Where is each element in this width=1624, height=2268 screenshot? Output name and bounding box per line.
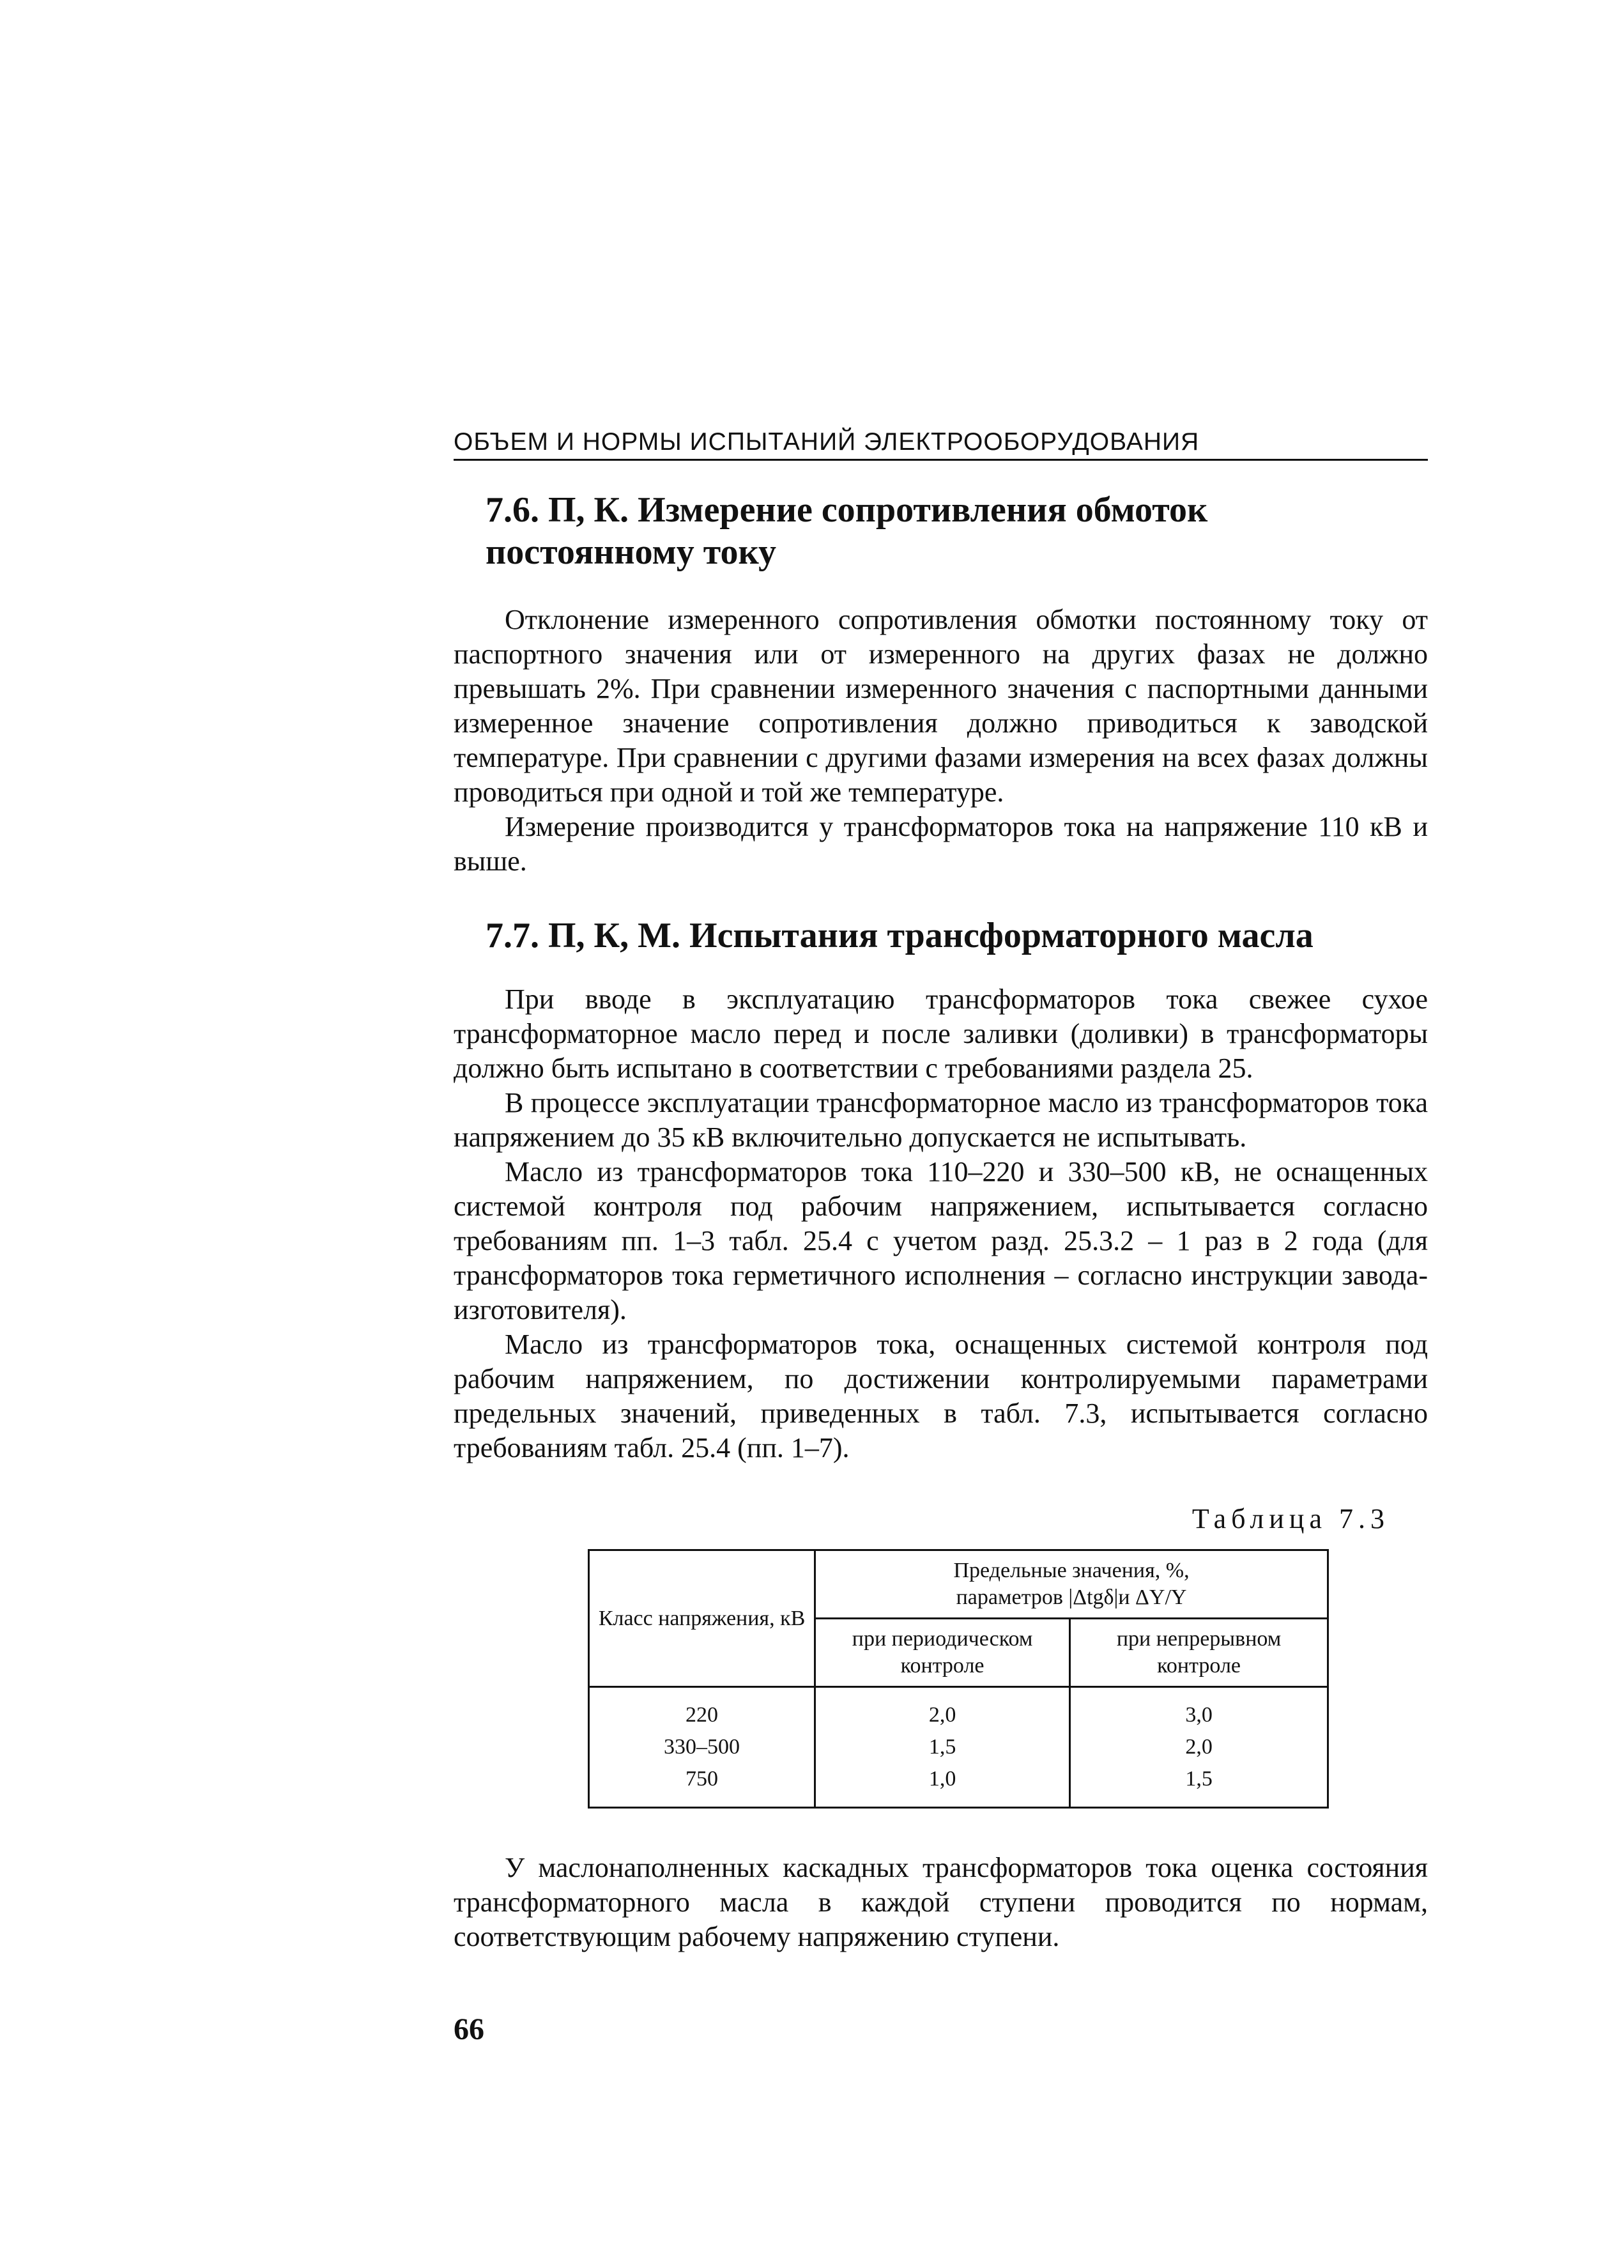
table-cell: 2,0 xyxy=(928,1703,956,1727)
periodic-values xyxy=(815,1687,1070,1808)
table-row xyxy=(589,1687,1328,1808)
section-7-6-title-line1: 7.6. П, К. Измерение сопротивления обмоток xyxy=(486,490,1208,530)
paragraph: Измерение производится у трансформаторов тока на напряжение 110 кВ и выше. xyxy=(454,811,1428,877)
limit-values-header-line2: параметров |Δtgδ|и ΔY/Y xyxy=(956,1585,1187,1609)
paragraph: Масло из трансформаторов тока 110–220 и 330–500 кВ, не оснащенных системой контроля под рабочим напряжением, испытывается согласно требованиям пп. 1–3 табл. 25.4 с учетом разд. 25.3.2 – 1 раз в 2 года (для трансформаторов тока герметичного исполнения – согласно инструкции завода-изготовителя). xyxy=(454,1156,1428,1325)
section-7-7-body xyxy=(454,982,1428,1465)
section-7-6-body xyxy=(454,603,1428,879)
table-cell: 220 xyxy=(686,1703,719,1727)
table-header-row xyxy=(589,1550,1328,1619)
running-header: ОБЪЕМ И НОРМЫ ИСПЫТАНИЙ ЭЛЕКТРООБОРУДОВАНИЯ xyxy=(454,428,1428,461)
limits-table xyxy=(588,1549,1329,1809)
closing-paragraph: У маслонаполненных каскадных трансформаторов тока оценка состояния трансформаторного масла в каждой ступени проводится по нормам, соответствующим рабочему напряжению ступени. xyxy=(454,1852,1428,1952)
section-7-7-title: 7.7. П, К, М. Испытания трансформаторного масла xyxy=(486,916,1314,955)
paragraph: Масло из трансформаторов тока, оснащенных системой контроля под рабочим напряжением, по достижении контролируемыми параметрами предельных значений, приведенных в табл. 7.3, испытывается согласно требованиям табл. 25.4 (пп. 1–7). xyxy=(454,1329,1428,1463)
continuous-values xyxy=(1070,1687,1328,1808)
limit-values-header xyxy=(815,1550,1328,1619)
paragraph: Отклонение измеренного сопротивления обмотки постоянному току от паспортного значения или от измеренного на других фазах не должно превышать 2%. При сравнении измеренного значения с паспортными данными измеренное значение сопротивления должно приводиться к заводской температуре. При сравнении с другими фазами измерения на всех фазах должны проводиться при одной и той же температуре. xyxy=(454,604,1428,808)
section-7-6-title xyxy=(486,489,1428,573)
page-number: 66 xyxy=(454,2012,484,2046)
voltage-class-header: Класс напряжения, кВ xyxy=(589,1550,815,1687)
continuous-control-header: при непрерывном контроле xyxy=(1070,1619,1328,1687)
table-caption: Таблица 7.3 xyxy=(1191,1503,1390,1534)
table-cell: 1,5 xyxy=(1185,1767,1213,1791)
section-7-6-title-line2: постоянному току xyxy=(486,532,776,572)
voltage-values xyxy=(589,1687,815,1808)
paragraph: При вводе в эксплуатацию трансформаторов тока свежее сухое трансформаторное масло перед и после заливки (доливки) в трансформаторы должно быть испытано в соответствии с требованиями раздела 25. xyxy=(454,984,1428,1084)
table-cell: 330–500 xyxy=(664,1735,740,1759)
limit-values-header-line1: Предельные значения, %, xyxy=(953,1559,1190,1582)
periodic-control-header: при периодическом контроле xyxy=(815,1619,1070,1687)
table-cell: 3,0 xyxy=(1185,1703,1213,1727)
table-cell: 1,0 xyxy=(928,1767,956,1791)
paragraph: В процессе эксплуатации трансформаторное масло из трансформаторов тока напряжением до 35 кВ включительно допускается не испытывать. xyxy=(454,1087,1428,1153)
table-cell: 750 xyxy=(686,1767,719,1791)
document-page xyxy=(454,428,1428,2047)
table-cell: 1,5 xyxy=(928,1735,956,1759)
table-cell: 2,0 xyxy=(1185,1735,1213,1759)
